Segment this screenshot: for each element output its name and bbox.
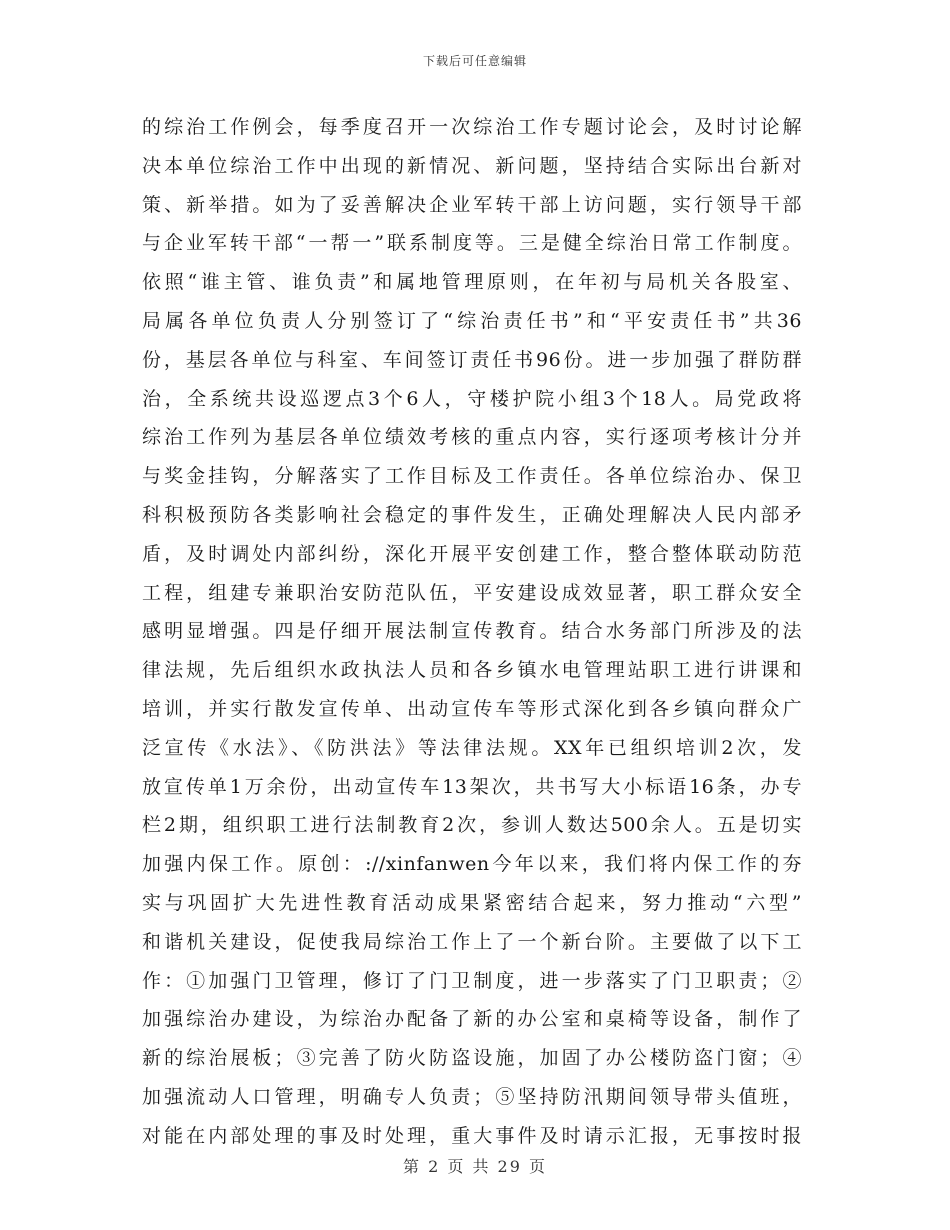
text-line: 对能在内部处理的事及时处理，重大事件及时请示汇报，无事按时报 [142,1124,802,1147]
text-line: 泛宣传《水法》、《防洪法》等法律法规。XX年已组织培训2次，发 [142,736,802,759]
text-line: 放宣传单1万余份，出动宣传车13架次，共书写大小标语16条，办专 [142,775,802,798]
page-header: 下载后可任意编辑 [422,54,527,68]
text-line: 与企业军转干部“一帮一”联系制度等。三是健全综治日常工作制度。 [142,232,802,255]
text-line: 科积极预防各类影响社会稳定的事件发生，正确处理解决人民内部矛 [142,503,802,526]
body-text [142,108,802,1156]
text-line: 实与巩固扩大先进性教育活动成果紧密结合起来，努力推动“六型” [142,891,802,914]
text-line: 培训，并实行散发宣传单、出动宣传车等形式深化到各乡镇向群众广 [142,697,802,720]
text-line: 新的综治展板；③完善了防火防盗设施，加固了办公楼防盗门窗；④ [142,1047,802,1070]
text-line: 盾，及时调处内部纠纷，深化开展平安创建工作，整合整体联动防范 [142,542,802,565]
text-line: 策、新举措。如为了妥善解决企业军转干部上访问题，实行领导干部 [142,193,802,216]
text-line: 局属各单位负责人分别签订了“综治责任书”和“平安责任书”共36 [142,309,802,332]
text-line: 综治工作列为基层各单位绩效考核的重点内容，实行逐项考核计分并 [142,426,802,449]
text-line: 加强流动人口管理，明确专人负责；⑤坚持防汛期间领导带头值班， [142,1085,802,1108]
text-line: 加强内保工作。原创：://xinfanwen今年以来，我们将内保工作的夯 [142,853,802,876]
text-line: 加强综治办建设，为综治办配备了新的办公室和桌椅等设备，制作了 [142,1008,802,1031]
text-line: 栏2期，组织职工进行法制教育2次，参训人数达500余人。五是切实 [142,814,802,837]
text-line: 和谐机关建设，促使我局综治工作上了一个新台阶。主要做了以下工 [142,930,802,953]
text-line: 份，基层各单位与科室、车间签订责任书96份。进一步加强了群防群 [142,348,802,371]
text-line: 工程，组建专兼职治安防范队伍，平安建设成效显著，职工群众安全 [142,581,802,604]
text-line: 依照“谁主管、谁负责”和属地管理原则，在年初与局机关各股室、 [142,271,802,294]
text-line: 感明显增强。四是仔细开展法制宣传教育。结合水务部门所涉及的法 [142,620,802,643]
text-line: 作：①加强门卫管理，修订了门卫制度，进一步落实了门卫职责；② [142,969,802,992]
text-line: 决本单位综治工作中出现的新情况、新问题，坚持结合实际出台新对 [142,154,802,177]
text-line: 律法规，先后组织水政执法人员和各乡镇水电管理站职工进行讲课和 [142,659,802,682]
text-line: 治，全系统共设巡逻点3个6人，守楼护院小组3个18人。局党政将 [142,387,802,410]
page-footer: 第 2 页 共 29 页 [403,1157,547,1176]
text-line: 的综治工作例会，每季度召开一次综治工作专题讨论会，及时讨论解 [142,116,802,138]
text-line: 与奖金挂钩，分解落实了工作目标及工作责任。各单位综治办、保卫 [142,465,802,488]
